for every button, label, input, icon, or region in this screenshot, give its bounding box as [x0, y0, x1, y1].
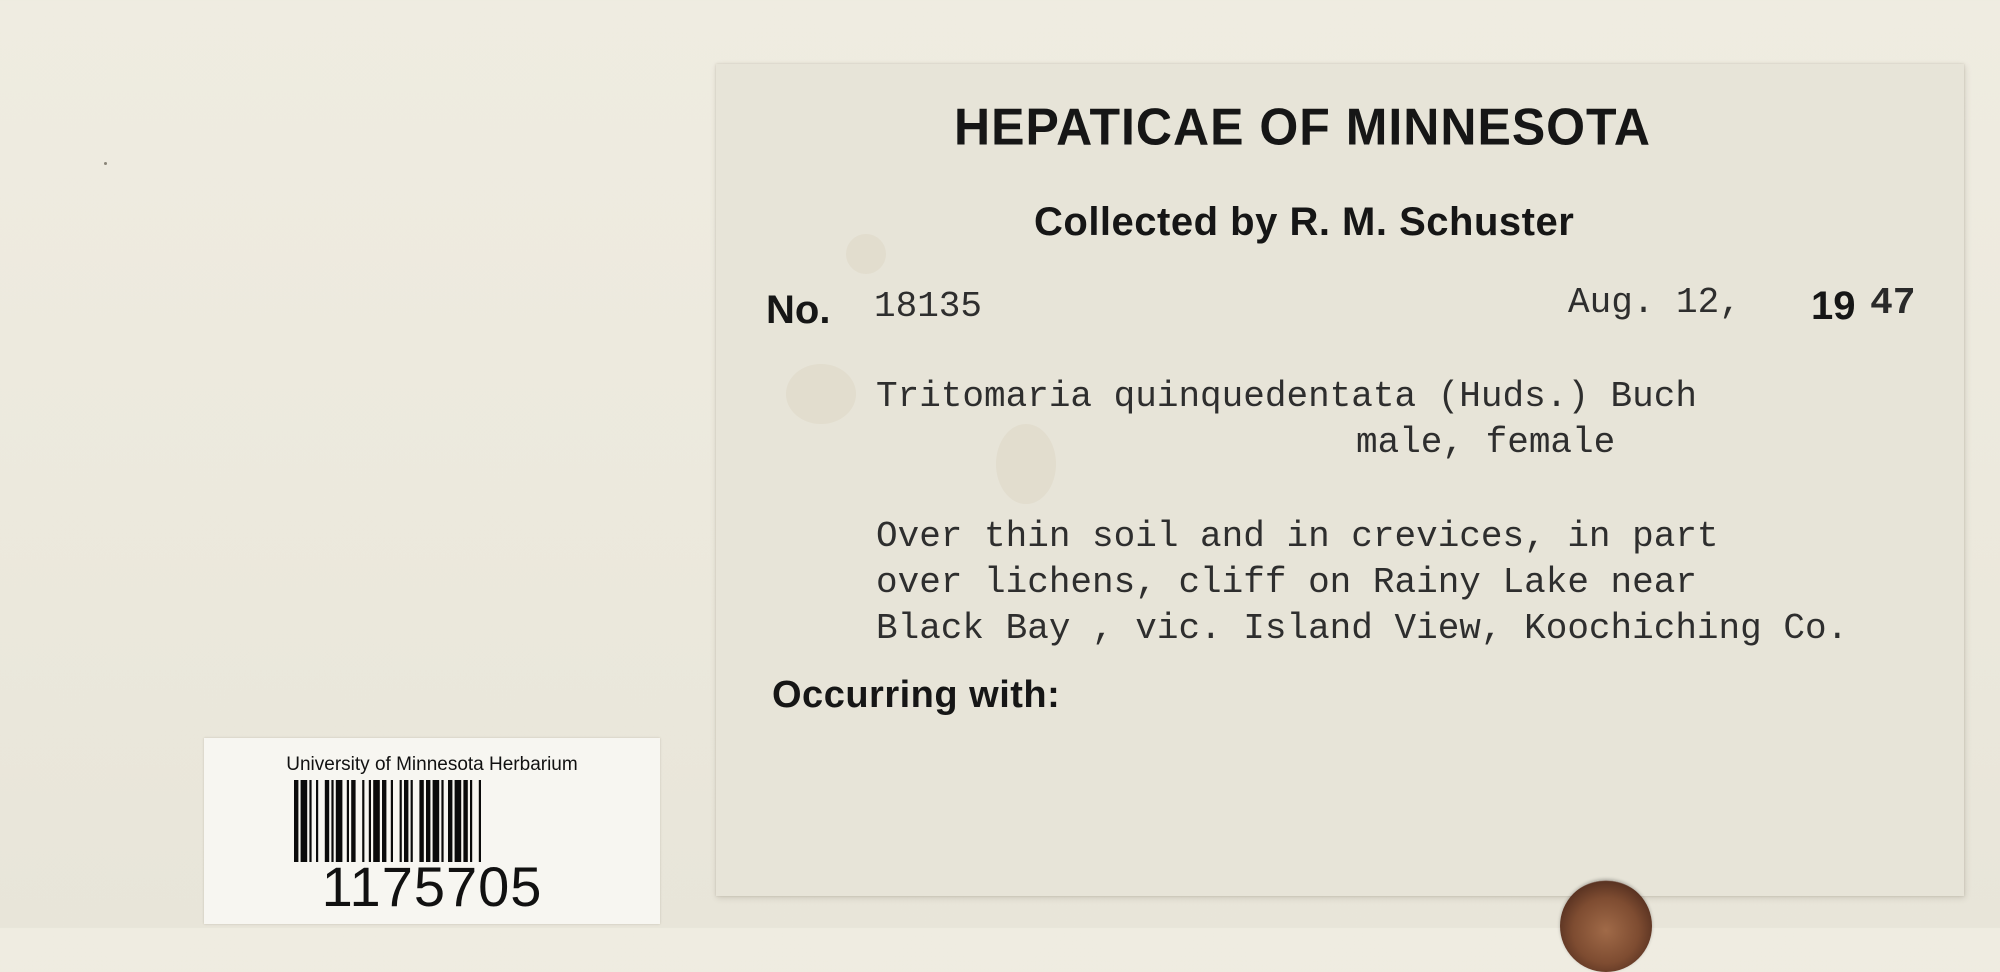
number-label: No. [766, 288, 831, 332]
barcode-icon [294, 780, 564, 862]
habitat-line: Over thin soil and in crevices, in part [876, 516, 1719, 557]
habitat-line: Black Bay , vic. Island View, Koochiching Co. [876, 608, 1849, 649]
taxon-name: Tritomaria quinquedentata (Huds.) Buch [876, 376, 1697, 417]
paper-stain [996, 424, 1056, 504]
paper-stain [846, 234, 886, 274]
year-prefix: 19 [1811, 284, 1856, 328]
barcode-label [204, 738, 660, 924]
habitat-line: over lichens, cliff on Rainy Lake near [876, 562, 1697, 603]
herbarium-name: University of Minnesota Herbarium [286, 754, 578, 775]
paper-speck [104, 162, 107, 165]
paper-stain [786, 364, 856, 424]
collection-date: Aug. 12, [1568, 282, 1741, 323]
collection-number: 18135 [874, 286, 983, 327]
collector-line: Collected by R. M. Schuster [1034, 200, 1575, 244]
occurring-with-label: Occurring with: [772, 674, 1061, 716]
catalog-number: 1175705 [321, 855, 543, 918]
coin-weight [1560, 880, 1652, 972]
sex-note: male, female [1356, 422, 1616, 463]
specimen-label [716, 64, 1964, 896]
label-title: HEPATICAE OF MINNESOTA [954, 97, 1651, 157]
year-suffix: 47 [1870, 282, 1916, 325]
